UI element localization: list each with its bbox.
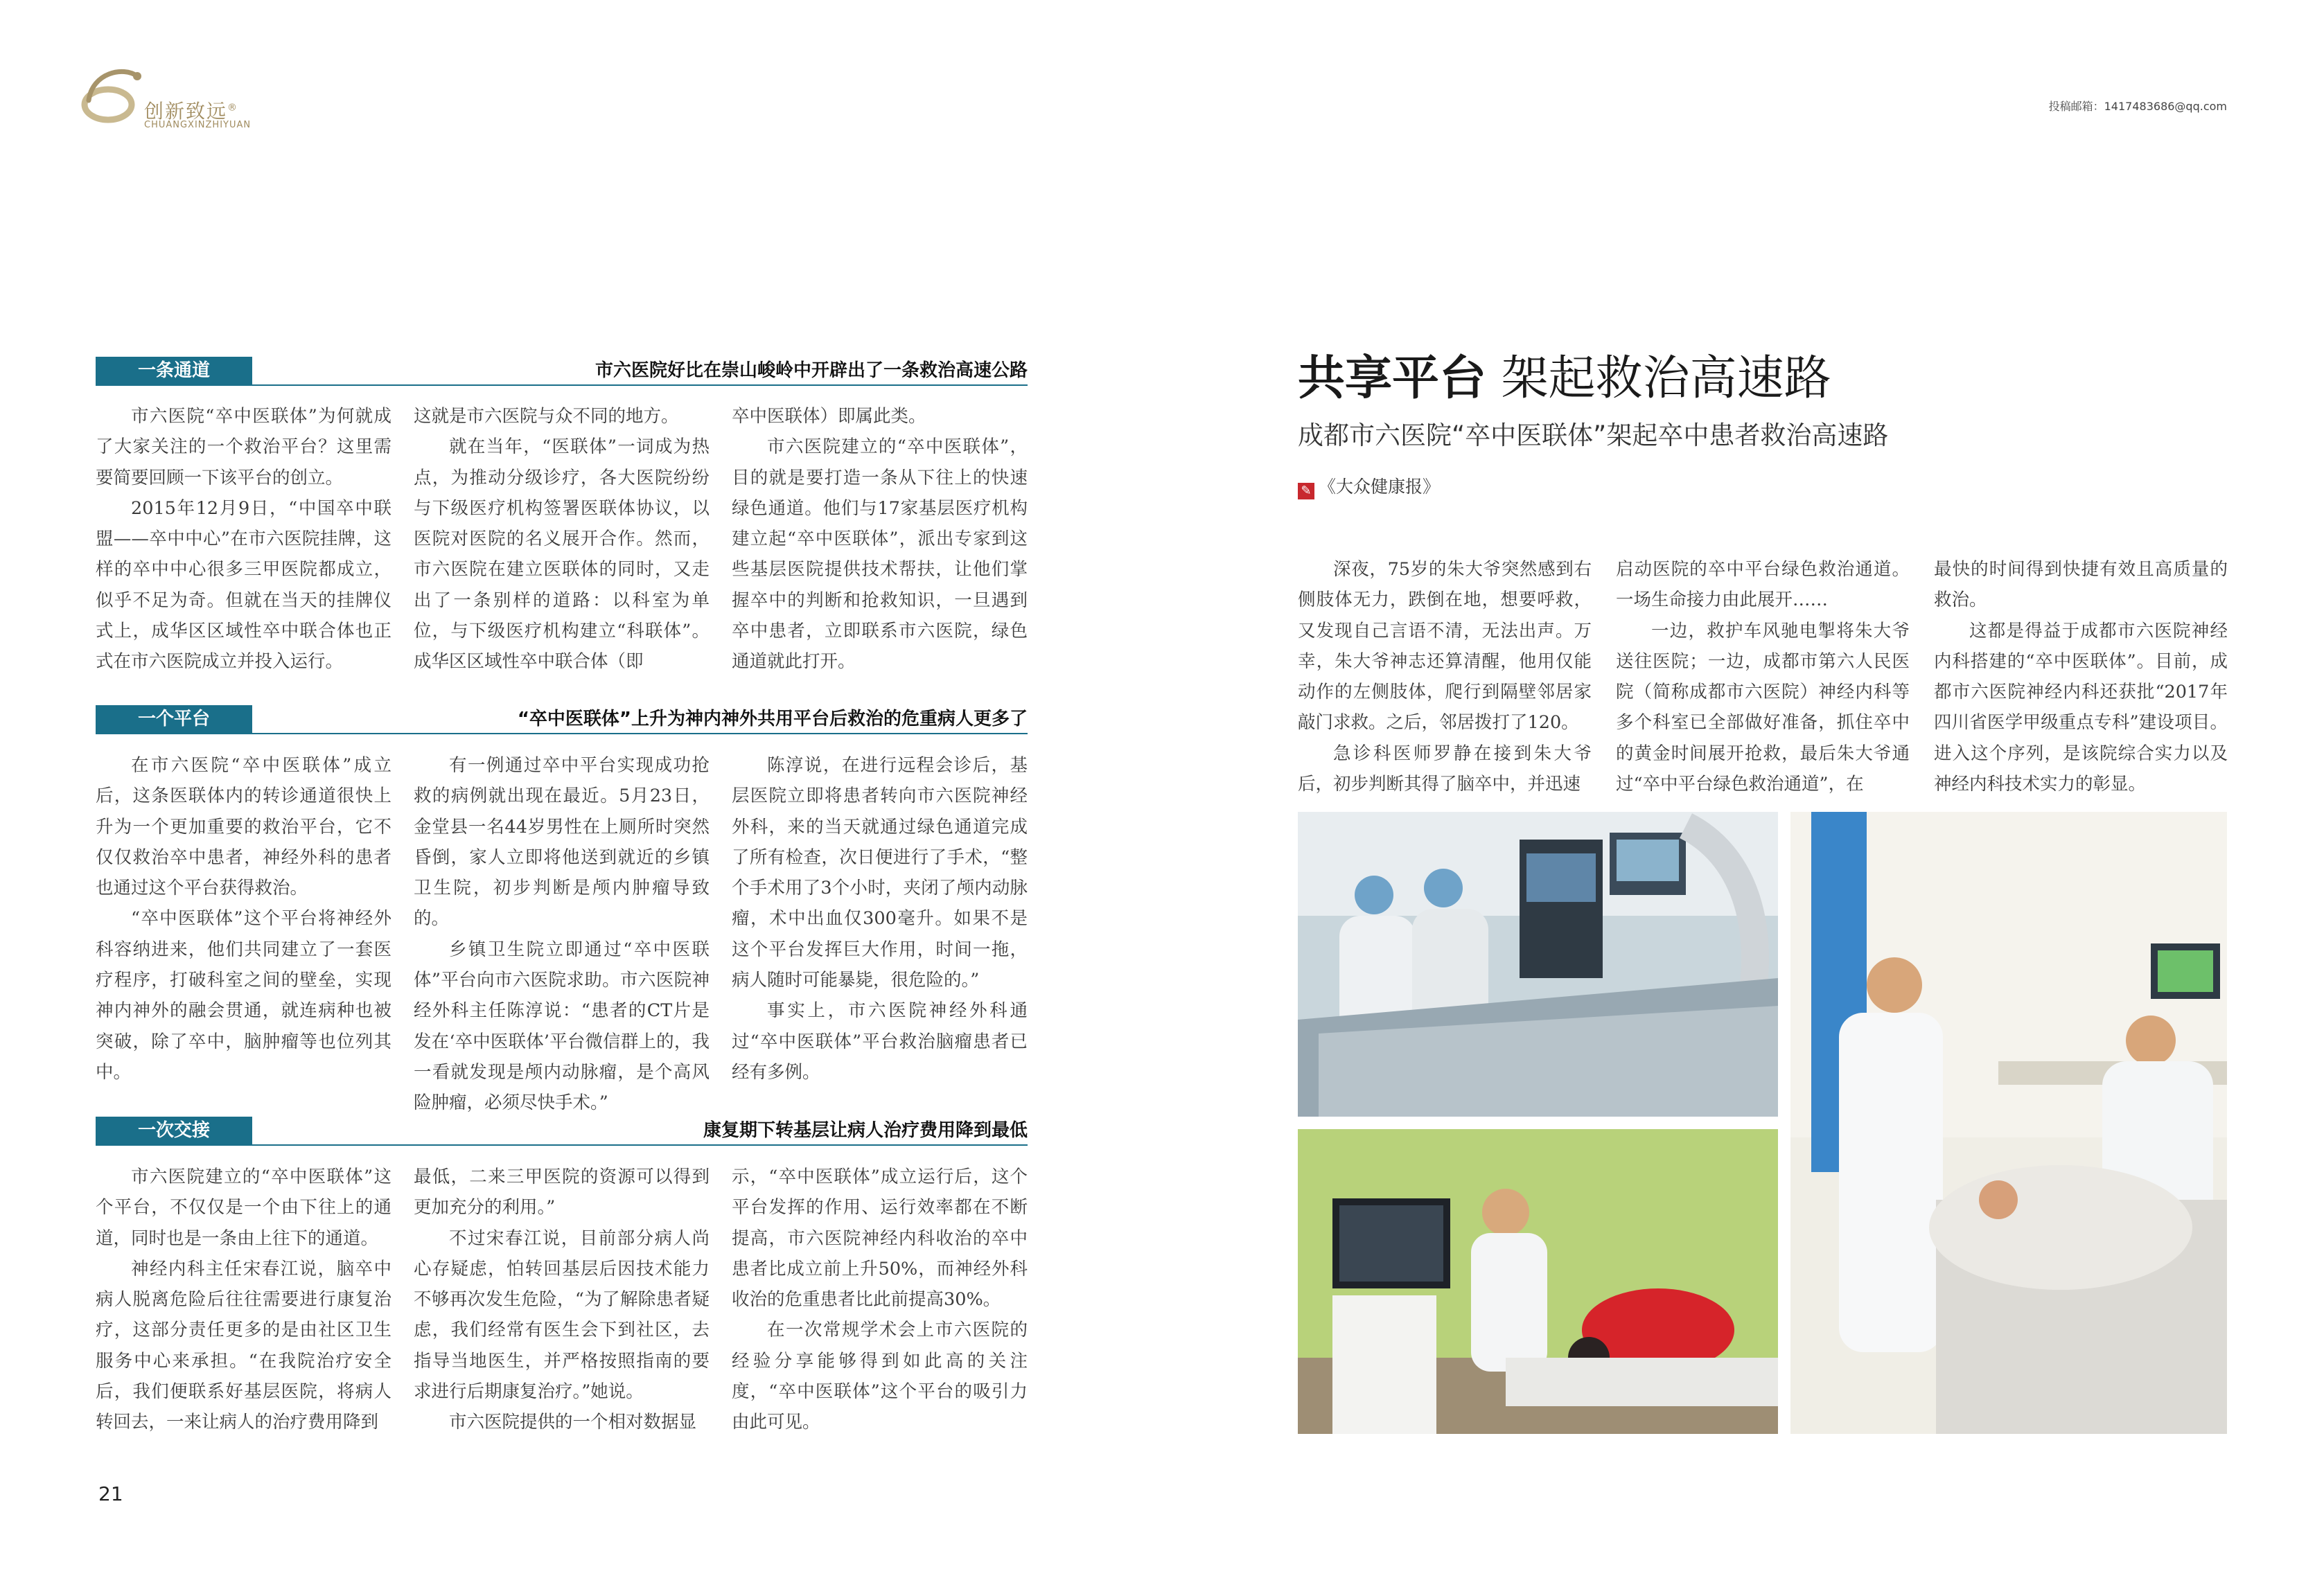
paragraph: 乡镇卫生院立即通过“卒中医联体”平台向市六医院求助。市六医院神经外科主任陈淳说：“患者的CT片是发在‘卒中医联体’平台微信群上的，我一看就发现是颅内动脉瘤，是个高风险肿瘤，必须尽快手术。” bbox=[414, 939, 710, 1114]
paragraph: 2015年12月9日，“中国卒中联盟——卒中中心”在市六医院挂牌，这样的卒中中心很多三甲医院都成立，似乎不足为奇。但就在当天的挂牌仪式上，成华区区域性卒中联合体也正式在市六医院成立并投入运行。 bbox=[96, 497, 391, 673]
section-tagline: 康复期下转基层让病人治疗费用降到最低 bbox=[703, 1120, 1028, 1141]
article-subtitle: 成都市六医院“卒中医联体”架起卒中患者救治高速路 bbox=[1298, 420, 1889, 450]
surgery-scene-icon bbox=[1298, 812, 1778, 1117]
paragraph: 这都是得益于成都市六医院神经内科搭建的“卒中医联体”。目前，成都市六医院神经内科还获批“2017年四川省医学甲级重点专科”建设项目。进入这个序列，是该院综合实力以及神经内科技术实力的彰显。 bbox=[1934, 620, 2228, 795]
photo-examination bbox=[1298, 1129, 1778, 1434]
paragraph: 卒中医联体）即属此类。 bbox=[732, 406, 926, 427]
logo-pinyin-text: CHUANGXINZHIYUAN bbox=[144, 120, 252, 130]
article-title bbox=[1298, 346, 1831, 412]
paragraph: 不过宋春江说，目前部分病人尚心存疑虑，怕转回基层后因技术能力不够再次发生危险，“为了解除患者疑虑，我们经常有医生会下到社区，去指导当地医生，并严格按照指南的要求进行后期康复治疗。”她说。 bbox=[414, 1227, 710, 1403]
paragraph: 深夜，75岁的朱大爷突然感到右侧肢体无力，跌倒在地，想要呼救，又发现自己言语不清，无法出声。万幸，朱大爷神志还算清醒，他用仅能动作的左侧肢体，爬行到隔壁邻居家敲门求救。之后，邻居拨打了120。 bbox=[1298, 559, 1592, 734]
article-column3 bbox=[1934, 554, 2228, 801]
photo-ward bbox=[1790, 812, 2227, 1434]
photo-surgery bbox=[1298, 812, 1778, 1117]
paragraph: 急诊科医师罗静在接到朱大爷后，初步判断其得了脑卒中，并迅速 bbox=[1298, 743, 1592, 795]
paragraph: 最快的时间得到快捷有效且高质量的救治。 bbox=[1934, 559, 2228, 611]
section2-column2 bbox=[414, 750, 710, 1114]
paragraph: 启动医院的卒中平台绿色救治通道。一场生命接力由此展开…… bbox=[1616, 559, 1910, 611]
paragraph: 在市六医院“卒中医联体”成立后，这条医联体内的转诊通道很快上升为一个更加重要的救治平台，它不仅仅救治卒中患者，神经外科的患者也通过这个平台获得救治。 bbox=[96, 755, 391, 899]
section-bar-3 bbox=[96, 1117, 1028, 1146]
paragraph: 市六医院建立的“卒中医联体”这个平台，不仅仅是一个由下往上的通道，同时也是一条由上往下的通道。 bbox=[96, 1167, 391, 1249]
paragraph: 陈淳说，在进行远程会诊后，基层医院立即将患者转向市六医院神经外科，来的当天就通过绿色通道完成了所有检查，次日便进行了手术，“整个手术用了3个小时，夹闭了颅内动脉瘤，术中出血仅300毫升。如果不是这个平台发挥巨大作用，时间一拖，病人随时可能暴毙，很危险的。” bbox=[732, 755, 1028, 991]
title-rest: 架起救治高速路 bbox=[1501, 351, 1831, 406]
source-text: 《大众健康报》 bbox=[1319, 477, 1441, 497]
section1-column1 bbox=[96, 401, 391, 678]
section3-column3 bbox=[732, 1162, 1028, 1439]
submission-email: 投稿邮箱：1417483686@qq.com bbox=[2048, 100, 2227, 113]
paragraph: 市六医院“卒中医联体”为何就成了大家关注的一个救治平台？这里需要简要回顾一下该平台的创立。 bbox=[96, 406, 391, 488]
paragraph: 神经内科主任宋春江说，脑卒中病人脱离危险后往往需要进行康复治疗，这部分责任更多的是由社区卫生服务中心来承担。“在我院治疗安全后，我们便联系好基层医院，将病人转回去，一来让病人的治疗费用降到 bbox=[96, 1258, 391, 1433]
paragraph: 市六医院建立的“卒中医联体”，目的就是要打造一条从下往上的快速绿色通道。他们与17家基层医疗机构建立起“卒中医联体”，派出专家到这些基层医院提供技术帮扶，让他们掌握卒中的判断和抢救知识，一旦遇到卒中患者，立即联系市六医院，绿色通道就此打开。 bbox=[732, 436, 1028, 673]
section2-column3 bbox=[732, 750, 1028, 1090]
title-bold: 共享平台 bbox=[1298, 351, 1487, 406]
section2-column1 bbox=[96, 750, 391, 1090]
section-tagline: “卒中医联体”上升为神内神外共用平台后救治的危重病人更多了 bbox=[517, 709, 1028, 729]
article-column1 bbox=[1298, 554, 1592, 801]
paragraph: 最低，二来三甲医院的资源可以得到更加充分的利用。” bbox=[414, 1167, 710, 1218]
section-tagline: 市六医院好比在崇山峻岭中开辟出了一条救治高速公路 bbox=[595, 360, 1028, 381]
section3-column1 bbox=[96, 1162, 391, 1439]
section-label: 一条通道 bbox=[96, 357, 252, 384]
page-number: 21 bbox=[98, 1482, 123, 1505]
paragraph: 示，“卒中医联体”成立运行后，这个平台发挥的作用、运行效率都在不断提高，市六医院神经内科收治的卒中患者比成立前上升50%，而神经外科收治的危重患者比此前提高30%。 bbox=[732, 1167, 1028, 1311]
section-label: 一次交接 bbox=[96, 1117, 252, 1144]
section3-column2 bbox=[414, 1162, 710, 1439]
paragraph: “卒中医联体”这个平台将神经外科容纳进来，他们共同建立了一套医疗程序，打破科室之间的壁垒，实现神内神外的融会贯通，就连病种也被突破，除了卒中，脑肿瘤等也位列其中。 bbox=[96, 908, 391, 1083]
paragraph: 在一次常规学术会上市六医院的经验分享能够得到如此高的关注度，“卒中医联体”这个平台的吸引力由此可见。 bbox=[732, 1320, 1028, 1433]
paragraph: 就在当年，“医联体”一词成为热点，为推动分级诊疗，各大医院纷纷与下级医疗机构签署医联体协议，以医院对医院的名义展开合作。然而，市六医院在建立医联体的同时，又走出了一条别样的道路：以科室为单位，与下级医疗机构建立“科联体”。成华区区域性卒中联合体（即 bbox=[414, 436, 710, 673]
paragraph: 市六医院提供的一个相对数据显 bbox=[449, 1412, 697, 1433]
paragraph: 事实上，市六医院神经外科通过“卒中医联体”平台救治脑瘤患者已经有多例。 bbox=[732, 1000, 1028, 1083]
section-label: 一个平台 bbox=[96, 705, 252, 733]
article-source bbox=[1298, 473, 1440, 499]
swirl-logo-icon bbox=[75, 59, 144, 128]
pen-icon: ✎ bbox=[1298, 483, 1314, 499]
section-bar-1 bbox=[96, 357, 1028, 386]
exam-scene-icon bbox=[1298, 1129, 1778, 1434]
section1-column3 bbox=[732, 401, 1028, 678]
article-column2 bbox=[1616, 554, 1910, 801]
magazine-logo bbox=[75, 59, 262, 128]
section-bar-2 bbox=[96, 705, 1028, 734]
paragraph: 这就是市六医院与众不同的地方。 bbox=[414, 406, 679, 427]
paragraph: 有一例通过卒中平台实现成功抢救的病例就出现在最近。5月23日，金堂县一名44岁男性在上厕所时突然昏倒，家人立即将他送到就近的乡镇卫生院，初步判断是颅内肿瘤导致的。 bbox=[414, 755, 710, 930]
ward-scene-icon bbox=[1790, 812, 2227, 1434]
paragraph: 一边，救护车风驰电掣将朱大爷送往医院；一边，成都市第六人民医院（简称成都市六医院）神经内科等多个科室已全部做好准备，抓住卒中的黄金时间展开抢救，最后朱大爷通过“卒中平台绿色救治通道”，在 bbox=[1616, 620, 1910, 795]
logo-chinese-text: 创新致远® bbox=[144, 100, 239, 123]
section1-column2 bbox=[414, 401, 710, 678]
